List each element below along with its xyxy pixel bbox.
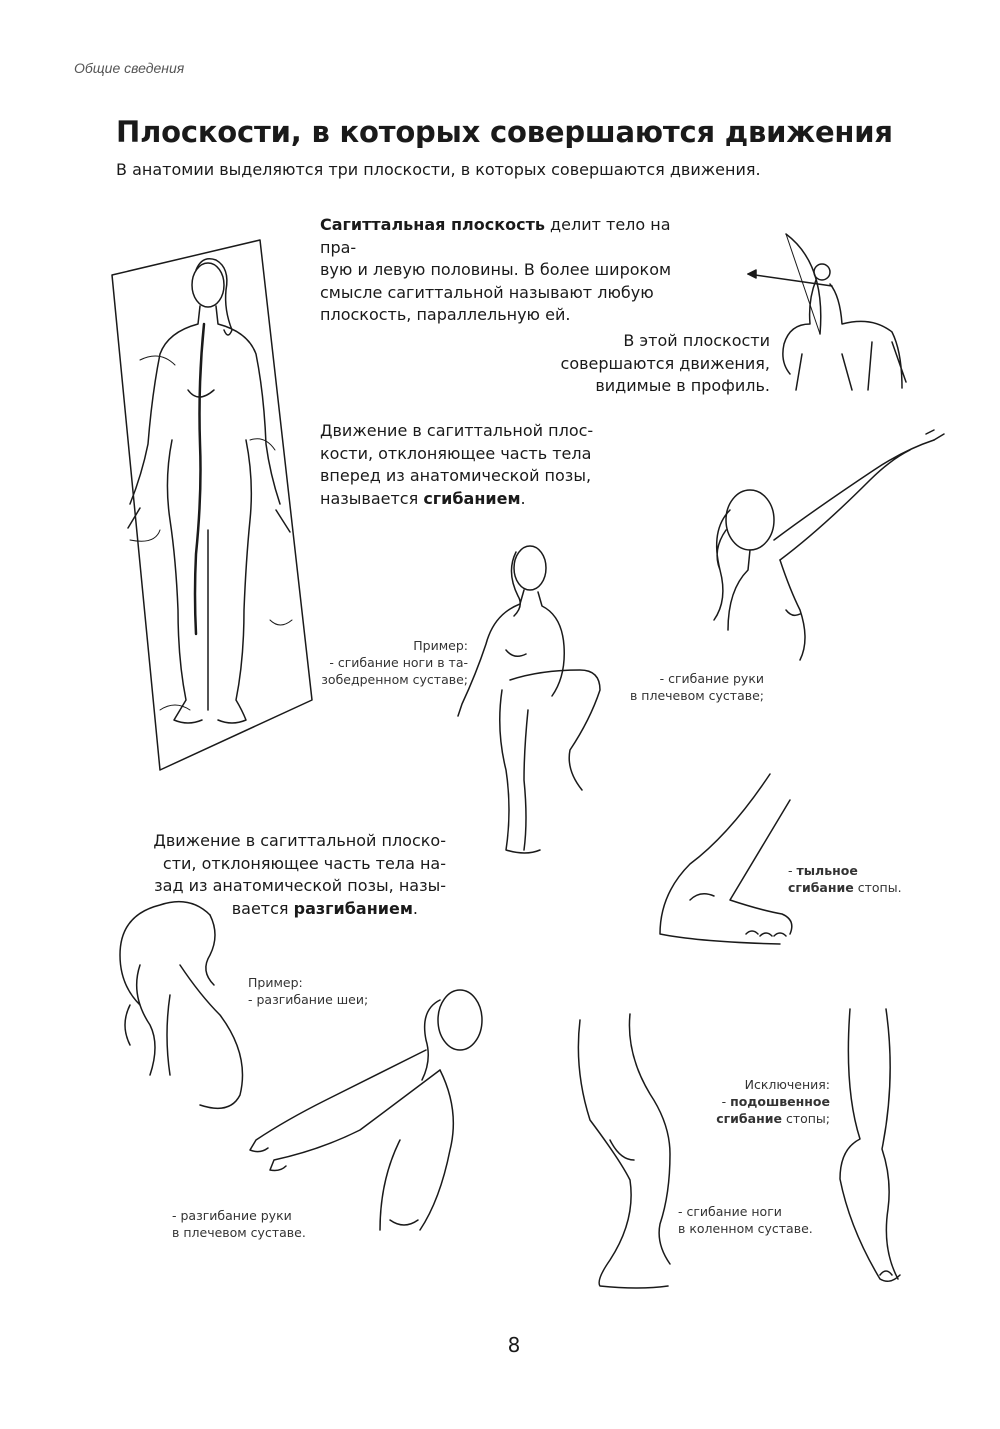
sagittal-definition [320,214,700,327]
plane-panel [112,240,312,770]
profile-line-2: совершаются движения, [560,353,770,373]
flexion-line-2: кости, отклоняющее часть тела [320,443,592,463]
caption-arm-flexion [600,670,764,704]
example-hip-line-2: - сгибание ноги в та- [329,655,468,670]
exceptions-rest: стопы; [781,1111,830,1126]
dorsiflexion-bold-2: сгибание [788,880,854,895]
extension-term: разгибанием [293,898,413,918]
plantar-flexion-foot [830,1005,920,1295]
dorsiflexion-bold-1: тыльное [796,863,858,878]
flexion-period: . [520,488,526,508]
flexion-term: сгибанием [423,488,521,508]
arm-flexion-line-2: в плечевом суставе; [629,688,764,703]
arm-extension-figure [250,980,500,1240]
arm-flexion-figure [690,430,950,670]
extension-line-2: сти, отклоняющее часть тела на- [162,853,446,873]
extension-line-4: вается [231,898,294,918]
running-head: Общие сведения [74,60,185,76]
arm-extension-line-2: в плечевом суставе. [172,1225,306,1240]
arm-flexion-line-1: - сгибание руки [659,671,764,686]
caption-knee-flexion [678,1203,828,1237]
dorsiflexion-foot [650,770,800,950]
caption-dorsiflexion [788,862,938,896]
exceptions-note [680,1076,830,1127]
centaur-archer-icon [742,230,912,400]
sagittal-plane-figure [100,240,330,780]
extension-period: . [412,898,418,918]
dorsiflexion-dash: - [788,863,797,878]
sagittal-line-1: делит тело на пра- [320,215,671,257]
flexion-line-4: называется [320,488,424,508]
page-number: 8 [507,1333,521,1357]
profile-line-1: В этой плоскости [623,331,770,350]
flexion-line-1: Движение в сагиттальной плос- [320,421,594,440]
dorsiflexion-rest: стопы. [853,880,902,895]
profile-note [540,330,770,398]
extension-line-1: Движение в сагиттальной плоско- [153,831,446,850]
knee-flexion-line-1: - сгибание ноги [678,1204,782,1219]
page-subtitle: В анатомии выделяются три плоскости, в которых совершаются движения. [116,160,761,179]
hip-flexion-figure [450,540,620,860]
example-hip-line-3: зобедренном суставе; [321,672,468,687]
arm-extension-line-1: - разгибание руки [172,1208,292,1223]
profile-line-3: видимые в профиль. [595,376,770,395]
knee-flexion-line-2: в коленном суставе. [678,1221,813,1236]
extension-line-3: зад из анатомической позы, назы- [154,876,446,895]
exceptions-line-1: Исключения: [744,1077,830,1092]
example-neck-line-1: Пример: [248,975,303,990]
sagittal-line-3: смысле сагиттальной называют любую [320,282,654,302]
exceptions-bold-2: сгибание [716,1111,782,1126]
sagittal-line-2: вую и левую половины. В более широком [320,260,672,279]
exceptions-dash: - [721,1094,731,1109]
knee-flexion-figure [570,1010,680,1290]
page-title: Плоскости, в которых совершаются движения [116,115,893,149]
flexion-definition [320,420,620,510]
example-hip-line-1: Пример: [413,638,468,653]
example-neck-line-2: - разгибание шеи; [248,992,369,1007]
flexion-line-3: вперед из анатомической позы, [320,466,592,485]
sagittal-line-4: плоскость, параллельную ей. [320,305,571,324]
exceptions-bold-1: подошвенное [730,1094,830,1109]
neck-extension-figure [110,895,250,1115]
sagittal-term: Сагиттальная плоскость [320,215,545,234]
